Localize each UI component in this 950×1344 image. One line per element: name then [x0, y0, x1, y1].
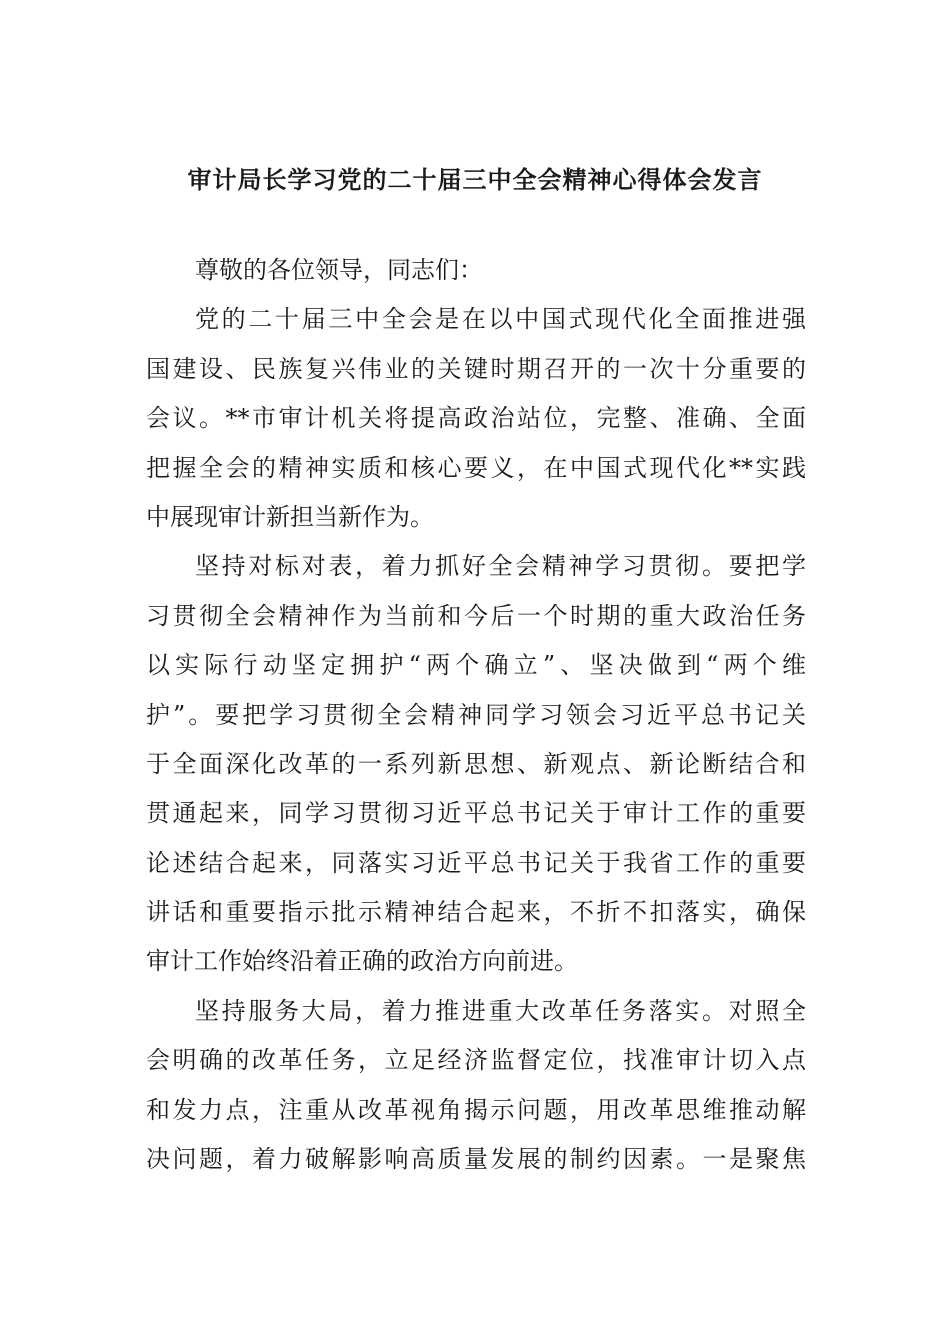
paragraph-line: 护”。要把学习贯彻全会精神同学习领会习近平总书记关: [146, 700, 806, 729]
paragraph-line: 坚持对标对表，着力抓好全会精神学习贯彻。要把学: [195, 552, 806, 581]
document-title: 审计局长学习党的二十届三中全会精神心得体会发言: [187, 166, 763, 194]
paragraph-line: 论述结合起来，同落实习近平总书记关于我省工作的重要: [146, 848, 806, 877]
paragraph-line: 中展现审计新担当新作为。: [146, 502, 434, 531]
paragraph-line: 党的二十届三中全会是在以中国式现代化全面推进强: [195, 305, 806, 334]
paragraph-line: 坚持服务大局，着力推进重大改革任务落实。对照全: [195, 996, 806, 1025]
paragraph-line: 把握全会的精神实质和核心要义，在中国式现代化**实践: [146, 453, 806, 482]
paragraph-line: 贯通起来，同学习贯彻习近平总书记关于审计工作的重要: [146, 799, 806, 828]
salutation-line: 尊敬的各位领导，同志们：: [195, 256, 483, 284]
paragraph-line: 和发力点，注重从改革视角揭示问题，用改革思维推动解: [146, 1095, 806, 1124]
paragraph-line: 决问题，着力破解影响高质量发展的制约因素。一是聚焦: [146, 1145, 806, 1174]
paragraph-line: 会议。**市审计机关将提高政治站位，完整、准确、全面: [146, 404, 806, 433]
paragraph-line: 会明确的改革任务，立足经济监督定位，找准审计切入点: [146, 1046, 806, 1075]
paragraph-line: 国建设、民族复兴伟业的关键时期召开的一次十分重要的: [146, 354, 806, 383]
paragraph-line: 以实际行动坚定拥护“两个确立”、坚决做到“两个维: [146, 651, 806, 680]
paragraph-line: 于全面深化改革的一系列新思想、新观点、新论断结合和: [146, 749, 806, 778]
document-body: [146, 246, 806, 1184]
paragraph-line: 讲话和重要指示批示精神结合起来，不折不扣落实，确保: [146, 898, 806, 927]
paragraph-line: 习贯彻全会精神作为当前和今后一个时期的重大政治任务: [146, 601, 806, 630]
paragraph-line: 审计工作始终沿着正确的政治方向前进。: [146, 947, 578, 976]
